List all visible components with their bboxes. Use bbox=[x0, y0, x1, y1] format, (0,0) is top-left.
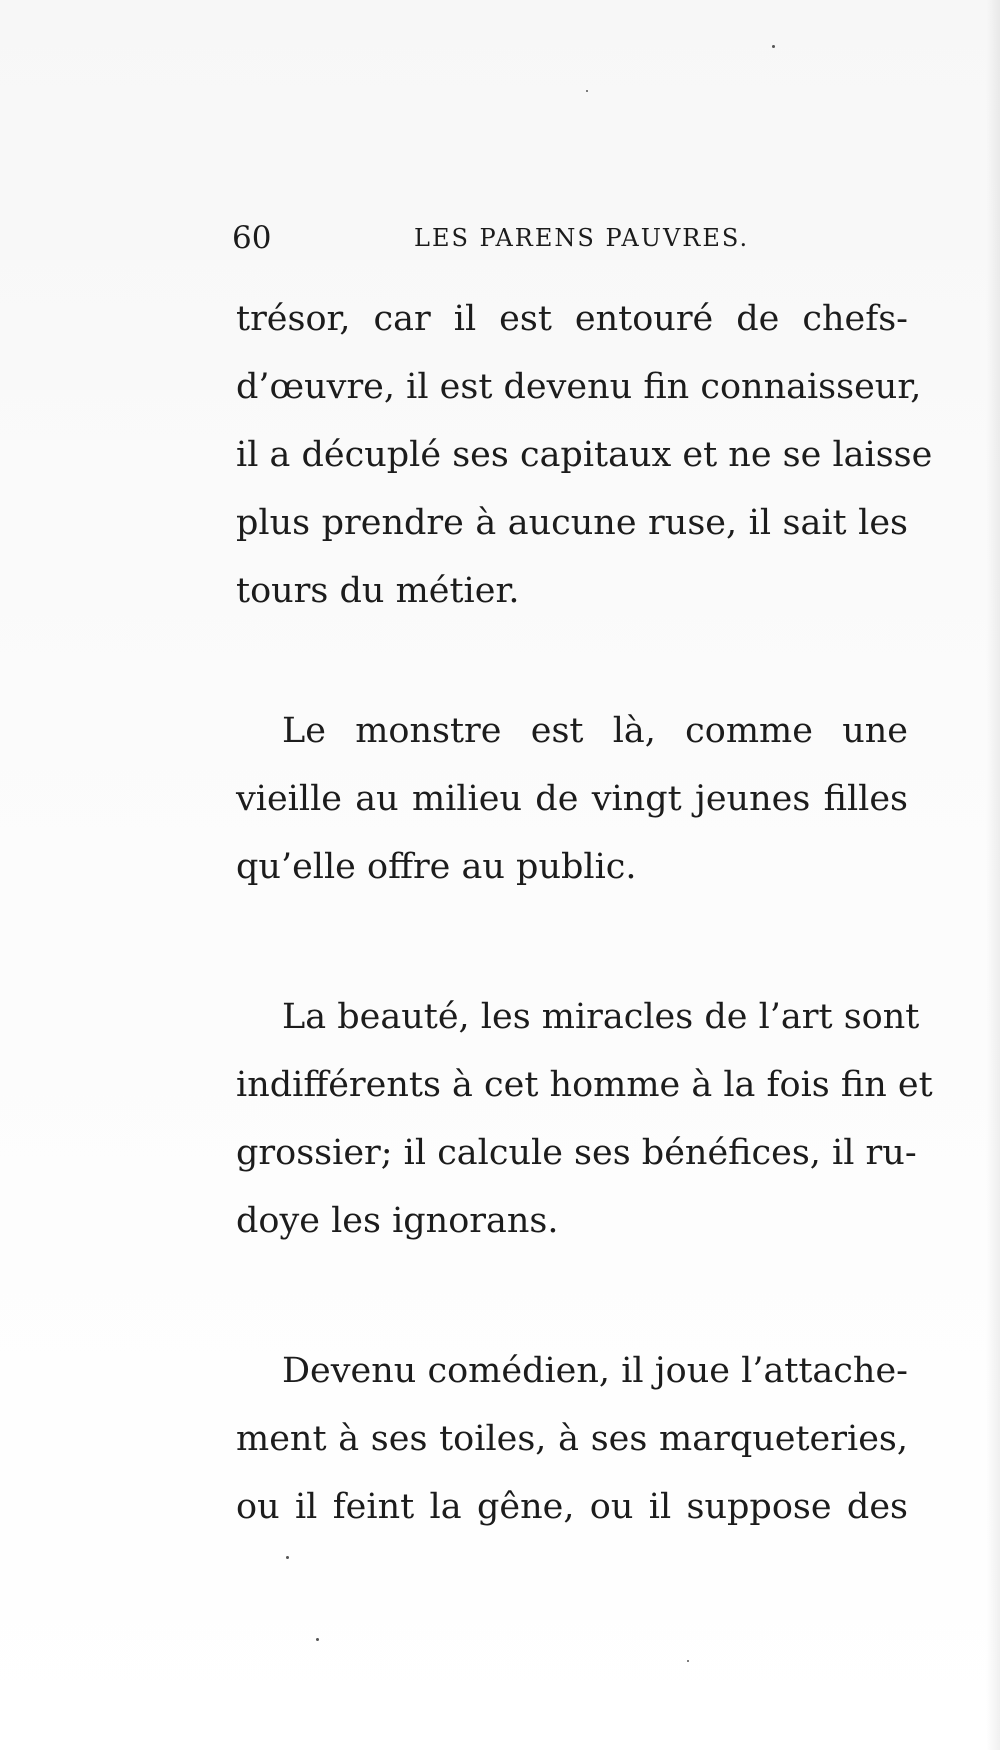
text-line: il a décuplé ses capitaux et ne se laisse bbox=[236, 435, 933, 475]
text-line: vieille au milieu de vingt jeunes filles bbox=[236, 779, 908, 819]
paragraph-1 bbox=[236, 285, 933, 625]
page-number: 60 bbox=[232, 220, 272, 256]
text-line: qu’elle offre au public. bbox=[236, 847, 637, 887]
page-edge-shadow bbox=[986, 0, 1000, 1750]
paper-speck bbox=[687, 1660, 689, 1662]
paragraph-gap bbox=[236, 625, 908, 697]
text-line: trésor, car il est entouré de chefs- bbox=[236, 299, 908, 339]
paper-speck bbox=[772, 45, 775, 48]
text-line: ou il feint la gêne, ou il suppose des bbox=[236, 1487, 908, 1527]
text-line: indifférents à cet homme à la fois fin et bbox=[236, 1065, 933, 1105]
paragraph-4 bbox=[236, 1337, 908, 1541]
paragraph-2 bbox=[236, 697, 908, 901]
paragraph-gap bbox=[236, 1255, 908, 1337]
text-line: d’œuvre, il est devenu fin connaisseur, bbox=[236, 367, 922, 407]
page-header bbox=[232, 220, 912, 260]
running-title: LES PARENS PAUVRES. bbox=[414, 224, 750, 252]
text-line: plus prendre à aucune ruse, il sait les bbox=[236, 503, 908, 543]
paragraph-gap bbox=[236, 901, 908, 983]
text-line: ment à ses toiles, à ses marqueteries, bbox=[236, 1419, 908, 1459]
text-line: doye les ignorans. bbox=[236, 1201, 559, 1241]
text-line: Le monstre est là, comme une bbox=[282, 711, 908, 751]
text-line: La beauté, les miracles de l’art sont bbox=[282, 997, 920, 1037]
text-line: tours du métier. bbox=[236, 571, 520, 611]
paper-speck bbox=[586, 90, 588, 92]
text-line: Devenu comédien, il joue l’attache- bbox=[282, 1351, 908, 1391]
text-line: grossier; il calcule ses bénéfices, il ru- bbox=[236, 1133, 917, 1173]
paper-speck bbox=[316, 1638, 319, 1641]
paragraph-3 bbox=[236, 983, 933, 1255]
body-text bbox=[236, 285, 933, 1541]
paper-speck bbox=[286, 1556, 289, 1559]
